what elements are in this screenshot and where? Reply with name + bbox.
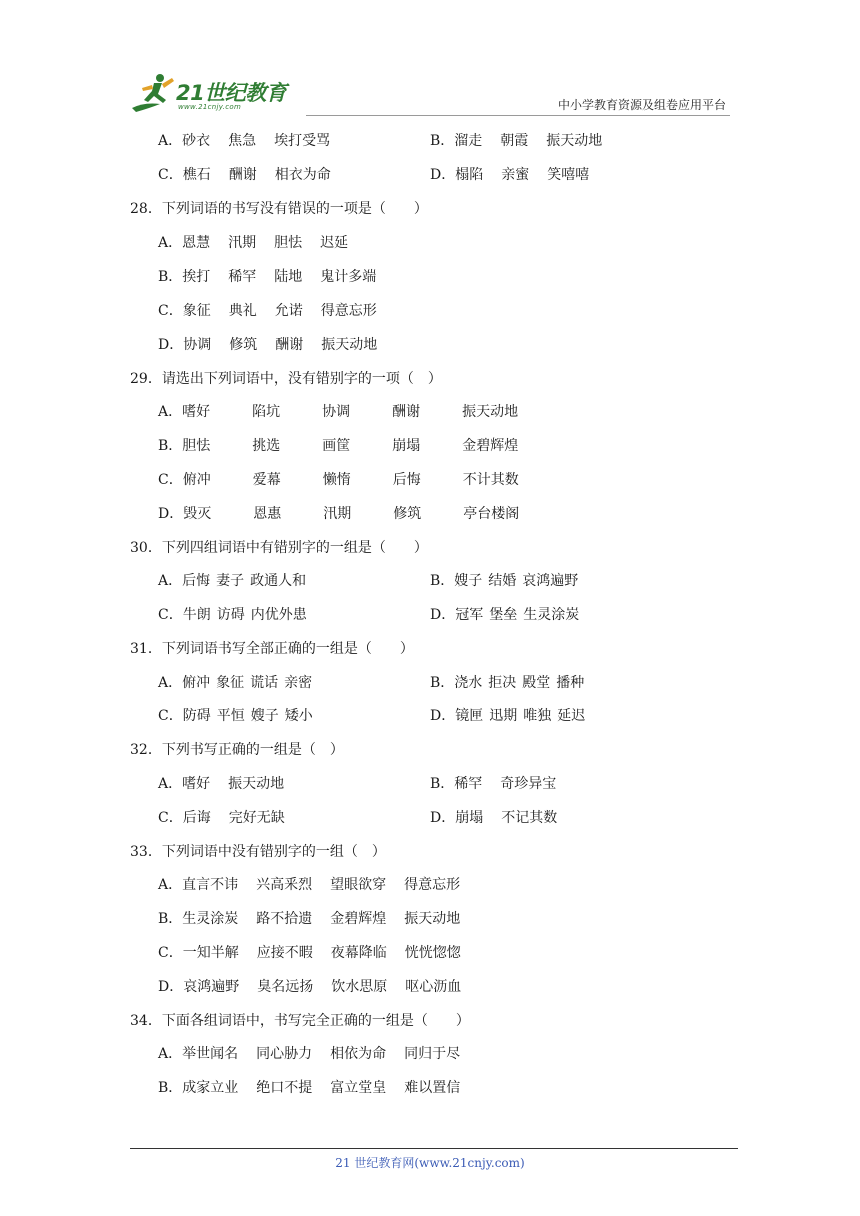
option-word: 汛期 — [323, 506, 352, 522]
option-word: B．浇水 — [430, 675, 483, 691]
option-word: 懒惰 — [322, 472, 351, 488]
option-word: C．一知半解 — [158, 945, 239, 961]
option-word: 结婚 — [488, 573, 517, 589]
option-word: 同归于尽 — [404, 1046, 461, 1062]
option-word: B．生灵涂炭 — [158, 911, 239, 927]
footer-divider — [130, 1148, 738, 1149]
option-word: C．牛朗 — [158, 607, 211, 623]
answer-option — [158, 300, 395, 322]
option-word: C．樵石 — [158, 167, 211, 183]
option-word: 允诺 — [274, 303, 303, 319]
logo-text: 21世纪教育 — [176, 81, 287, 105]
option-word: 延迟 — [557, 708, 586, 724]
question-stem: 32．下列书写正确的一组是（ ） — [130, 742, 344, 758]
option-word: 焦急 — [228, 133, 257, 149]
option-word: 后悔 — [392, 472, 421, 488]
answer-option — [158, 401, 560, 423]
option-word: D．协调 — [158, 337, 212, 353]
answer-option — [430, 807, 575, 829]
option-word: 妻子 — [216, 573, 245, 589]
option-word: 鬼计多端 — [320, 269, 377, 285]
option-word: 谎话 — [250, 675, 279, 691]
option-word: 播种 — [556, 675, 585, 691]
option-word: 应接不暇 — [256, 945, 313, 961]
option-word: B．成家立业 — [158, 1080, 239, 1096]
answer-option — [158, 807, 303, 829]
option-word: 稀罕 — [228, 269, 257, 285]
option-word: 奇珍异宝 — [500, 776, 557, 792]
answer-option — [158, 1043, 478, 1065]
option-word: 哀鸿遍野 — [522, 573, 579, 589]
option-word: 酬谢 — [275, 337, 304, 353]
answer-option — [158, 672, 318, 694]
option-word: 亭台楼阁 — [463, 506, 520, 522]
option-word: 绝口不提 — [256, 1080, 313, 1096]
option-word: 访碍 — [216, 607, 245, 623]
answer-option — [430, 164, 607, 186]
option-word: B．挨打 — [158, 269, 211, 285]
option-word: 拒决 — [488, 675, 517, 691]
option-word: D．镜匣 — [430, 708, 484, 724]
answer-option — [158, 469, 561, 491]
answer-option — [158, 570, 312, 592]
option-word: 生灵涂炭 — [523, 607, 580, 623]
option-word: 同心胁力 — [256, 1046, 313, 1062]
option-word: 亲蜜 — [501, 167, 530, 183]
option-word: 崩塌 — [392, 438, 421, 454]
option-word: C．防碍 — [158, 708, 211, 724]
answer-option — [430, 604, 585, 626]
option-word: C．俯冲 — [158, 472, 211, 488]
option-word: A．砂衣 — [158, 133, 211, 149]
option-word: A．俯冲 — [158, 675, 211, 691]
option-word: 望眼欲穿 — [330, 877, 387, 893]
option-word: D．冠军 — [430, 607, 484, 623]
option-word: 迅期 — [489, 708, 518, 724]
option-word: 振天动地 — [404, 911, 461, 927]
option-word: 路不拾遗 — [256, 911, 313, 927]
option-word: 平恒 — [216, 708, 245, 724]
answer-option — [158, 874, 478, 896]
option-word: 饮水思原 — [331, 979, 388, 995]
question-stem: 31．下列词语书写全部正确的一组是（ ） — [130, 641, 414, 657]
option-word: 爱幕 — [252, 472, 281, 488]
option-word: 画筐 — [322, 438, 351, 454]
option-word: 振天动地 — [321, 337, 378, 353]
option-word: 内优外患 — [250, 607, 307, 623]
question-stem: 33．下列词语中没有错别字的一组（ ） — [130, 844, 386, 860]
answer-option — [430, 705, 591, 727]
option-word: 堡垒 — [489, 607, 518, 623]
option-word: D．崩塌 — [430, 810, 484, 826]
option-word: 挑选 — [252, 438, 281, 454]
logo — [130, 68, 300, 118]
option-word: 振天动地 — [462, 404, 519, 420]
option-word: 金碧辉煌 — [462, 438, 519, 454]
answer-option — [430, 773, 574, 795]
option-word: 笑嘻嘻 — [547, 167, 590, 183]
option-word: 殿堂 — [522, 675, 551, 691]
option-word: 矮小 — [284, 708, 313, 724]
option-word: 酬谢 — [228, 167, 257, 183]
option-word: A．恩慧 — [158, 235, 211, 251]
option-word: 陷坑 — [252, 404, 281, 420]
answer-option — [158, 773, 302, 795]
option-word: 典礼 — [228, 303, 257, 319]
option-word: 不记其数 — [501, 810, 558, 826]
option-word: 难以置信 — [404, 1080, 461, 1096]
option-word: 振天动地 — [546, 133, 603, 149]
answer-option — [430, 570, 584, 592]
option-word: 得意忘形 — [404, 877, 461, 893]
answer-option — [158, 604, 313, 626]
option-word: B．溜走 — [430, 133, 483, 149]
question-stem: 29．请选出下列词语中，没有错别字的一项（ ） — [130, 371, 442, 387]
answer-option — [158, 1077, 478, 1099]
option-word: 呕心沥血 — [405, 979, 462, 995]
option-word: D．毁灭 — [158, 506, 212, 522]
answer-option — [158, 908, 478, 930]
option-word: A．举世闻名 — [158, 1046, 239, 1062]
answer-option — [158, 164, 349, 186]
option-word: 振天动地 — [228, 776, 285, 792]
option-word: 恩惠 — [253, 506, 282, 522]
option-word: 亲密 — [284, 675, 313, 691]
answer-option — [430, 672, 590, 694]
option-word: 得意忘形 — [320, 303, 377, 319]
platform-title: 中小学教育资源及组卷应用平台 — [557, 98, 726, 112]
answer-option — [158, 232, 366, 254]
option-word: A．直言不讳 — [158, 877, 239, 893]
answer-option — [158, 334, 395, 356]
answer-option — [158, 435, 560, 457]
option-word: 完好无缺 — [228, 810, 285, 826]
option-word: C．象征 — [158, 303, 211, 319]
option-word: A．后悔 — [158, 573, 211, 589]
option-word: 修筑 — [229, 337, 258, 353]
option-word: 夜幕降临 — [330, 945, 387, 961]
option-word: 嫂子 — [250, 708, 279, 724]
option-word: 迟延 — [320, 235, 349, 251]
option-word: 臭名远扬 — [257, 979, 314, 995]
logo-url: www.21cnjy.com — [178, 103, 242, 111]
runner-logo-icon — [130, 70, 178, 114]
option-word: B．稀罕 — [430, 776, 483, 792]
option-word: C．后诲 — [158, 810, 211, 826]
answer-option — [158, 266, 394, 288]
option-word: 协调 — [322, 404, 351, 420]
option-word: 酬谢 — [392, 404, 421, 420]
footer-link[interactable]: 21 世纪教育网(www.21cnjy.com) — [335, 1156, 525, 1170]
header-divider — [306, 115, 730, 116]
option-word: 陆地 — [274, 269, 303, 285]
answer-option — [158, 503, 561, 525]
option-word: 政通人和 — [250, 573, 307, 589]
question-stem: 28．下列词语的书写没有错误的一项是（ ） — [130, 201, 428, 217]
option-word: 富立堂皇 — [330, 1080, 387, 1096]
answer-option — [158, 942, 479, 964]
answer-option — [158, 130, 348, 152]
option-word: 金碧辉煌 — [330, 911, 387, 927]
option-word: D．榻陷 — [430, 167, 484, 183]
option-word: 相依为命 — [330, 1046, 387, 1062]
option-word: 象征 — [216, 675, 245, 691]
option-word: 修筑 — [393, 506, 422, 522]
option-word: 胆怯 — [274, 235, 303, 251]
page-header — [130, 68, 730, 118]
question-stem: 30．下列四组词语中有错别字的一组是（ ） — [130, 540, 428, 556]
option-word: 汛期 — [228, 235, 257, 251]
option-word: B．胆怯 — [158, 438, 211, 454]
option-word: 埃打受骂 — [274, 133, 331, 149]
answer-option — [430, 130, 620, 152]
option-word: A．嗜好 — [158, 404, 211, 420]
option-word: 不计其数 — [462, 472, 519, 488]
option-word: 相衣为命 — [274, 167, 331, 183]
answer-option — [158, 976, 479, 998]
answer-option — [158, 705, 319, 727]
question-stem: 34．下面各组词语中，书写完全正确的一组是（ ） — [130, 1013, 470, 1029]
option-word: 朝霞 — [500, 133, 529, 149]
option-word: A．嗜好 — [158, 776, 211, 792]
option-word: 恍恍惚惚 — [404, 945, 461, 961]
option-word: 唯独 — [523, 708, 552, 724]
option-word: 兴高釆烈 — [256, 877, 313, 893]
option-word: B．嫂子 — [430, 573, 483, 589]
option-word: D．哀鸿遍野 — [158, 979, 240, 995]
